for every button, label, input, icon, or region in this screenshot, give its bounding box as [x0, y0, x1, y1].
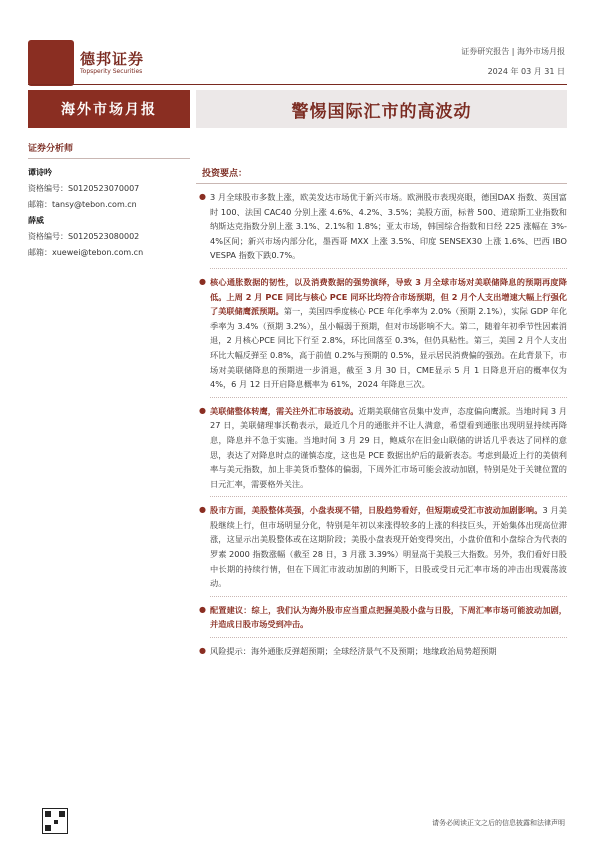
key-point-item: [196, 190, 567, 263]
analyst-cert: 资格编号：S0120523070007: [28, 184, 140, 193]
company-logo-icon: [28, 40, 74, 86]
qr-code-icon: [42, 808, 68, 834]
divider: [210, 496, 567, 497]
analysts-section-label: 证券分析师: [28, 140, 190, 159]
key-point-lead: 核心通胀数据的韧性，以及消费数据的强势演绎，导致 3 月全球市场对美联储降息的预期再度降低。上周 2 月 PCE 同比与核心 PCE 同环比均符合市场预期，但 2 月个人支出增速大幅上行强化了美联储鹰派预期。: [210, 276, 567, 317]
key-point-body: 第一，美国四季度核心 PCE 年化季率为 2.0%（预期 2.1%），实际 GDP 年化季率为 3.4%（预期 3.2%），虽小幅弱于预期，但对市场影响不大。第二，随着年初季节性因素消退，2 月核心PCE 同比下行至 2.8%，环比回落至 0.3%，但仍具粘性。第三，美国 2 月个人支出环比大幅反弹至 0.8%，高于前值 0.2%与预期的 0.5%，显示居民消费偏的强劲。在此背景下，市场对美联储降息的预期进一步消退，截至 3 月 30 日，CME显示 5 月 1 日降息开启的概率仅为 4%，6 月 12 日开启降息概率为 61%，2024 年降息三次。: [210, 306, 567, 390]
analyst-entry: [28, 213, 193, 261]
bullet-icon: ●: [199, 604, 206, 614]
divider: [210, 268, 567, 269]
key-point-body: 风险提示：海外通胀反弹超预期；全球经济景气不及预期；地缘政治局势超预期: [210, 646, 497, 657]
company-name-en: Topsperity Securities: [80, 68, 143, 75]
company-name-cn: 德邦证券: [80, 50, 145, 68]
analyst-email: 邮箱：tansy@tebon.com.cn: [28, 200, 137, 209]
header-divider: [28, 84, 567, 85]
report-date: 2024 年 03 月 31 日: [487, 67, 565, 76]
key-point-lead: 配置建议：综上，我们认为海外股市应当重点把握美股小盘与日股，下周汇率市场可能波动加剧，并造成日股市场受到冲击。: [210, 604, 567, 630]
disclaimer-note: 请务必阅读正文之后的信息披露和法律声明: [432, 819, 565, 827]
key-point-body: 近期美联储官员集中发声，态度偏向鹰派。当地时间 3 月 27 日，美联储理事沃勒表示，最近几个月的通胀并不让人满意，希望看到通胀出现明显持续再降息，降息并不急于实施。当地时间 3 月 29 日，鲍威尔在旧金山联储的讲话几乎表达了同样的意思，表达了对降息时点的谨慎态度，这也是 PCE 数据出炉后的最新表态。考虑到最近上行的美债利率与美元指数，加上非美货币整体的偏弱，下周外汇市场可能会波动加剧，特别是处于关键位置的日元汇率，需要格外关注。: [210, 405, 567, 489]
bullet-icon: ●: [199, 505, 206, 515]
analyst-cert: 资格编号：S0120523080002: [28, 232, 140, 241]
key-point-lead: 美联储整体转鹰，需关注外汇市场波动。: [210, 405, 359, 416]
key-point-lead: 股市方面，美股整体英强，小盘表现不错，日股趋势看好，但短期或受汇市波动加剧影响。: [210, 505, 543, 516]
key-point-body: 3 月全球股市多数上涨，欧美发达市场优于新兴市场。欧洲股市表现亮眼，德国DAX 指数、英国富时 100、法国 CAC40 分别上涨 4.6%、4.2%、3.5%；美股方面，标普 500、道琼斯工业指数和纳斯达克指数分别上涨 3.1%、2.1%和 1.8%；亚太市场，韩国综合指数和日经 225 涨幅在 3%-4%区间；新兴市场内部分化，墨西哥 MXX 上涨 3.5%、印度 SENSEX30 上涨 1.6%、巴西 IBOVESPA 指数下跌0.7%。: [210, 192, 567, 261]
divider: [210, 397, 567, 398]
bullet-icon: ●: [199, 192, 206, 201]
bullet-icon: ●: [199, 276, 206, 286]
report-category-banner: 海外市场月报: [28, 90, 190, 128]
divider: [210, 596, 567, 597]
analyst-name: 薛威: [28, 216, 44, 225]
bullet-icon: ●: [199, 405, 206, 415]
analyst-email: 邮箱：xuewei@tebon.com.cn: [28, 248, 144, 257]
analysts-list: [28, 165, 193, 261]
key-point-item: [196, 603, 567, 632]
key-points-list: [196, 190, 567, 664]
key-point-item: [196, 644, 567, 659]
key-points-heading: 投资要点：: [196, 165, 567, 184]
key-point-item: [196, 503, 567, 591]
key-point-item: [196, 275, 567, 392]
report-type: 证券研究报告 | 海外市场月报: [461, 47, 565, 56]
bullet-icon: ●: [199, 646, 206, 656]
analyst-entry: [28, 165, 193, 213]
key-point-body: 3 月美股继续上行，但市场明显分化，特别是年初以来涨得较多的上涨的科技巨头，开始集体出现高位滞涨，这显示出美股整体或在这期阶段；美股小盘表现开始变得突出，小盘价值和小盘综合为代表的罗素 2000 指数涨幅（截至 28 日，3 月涨 3.39%）明显高于美股三大指数。另外，我们看好日股中长期的持续行情，但在下周汇市波动加剧的判断下，日股或受日元汇率市场的冲击出现震荡波动。: [210, 505, 567, 589]
divider: [210, 637, 567, 638]
key-point-item: [196, 404, 567, 492]
analyst-name: 谭诗吟: [28, 168, 52, 177]
report-title: 警惕国际汇市的高波动: [196, 90, 567, 128]
